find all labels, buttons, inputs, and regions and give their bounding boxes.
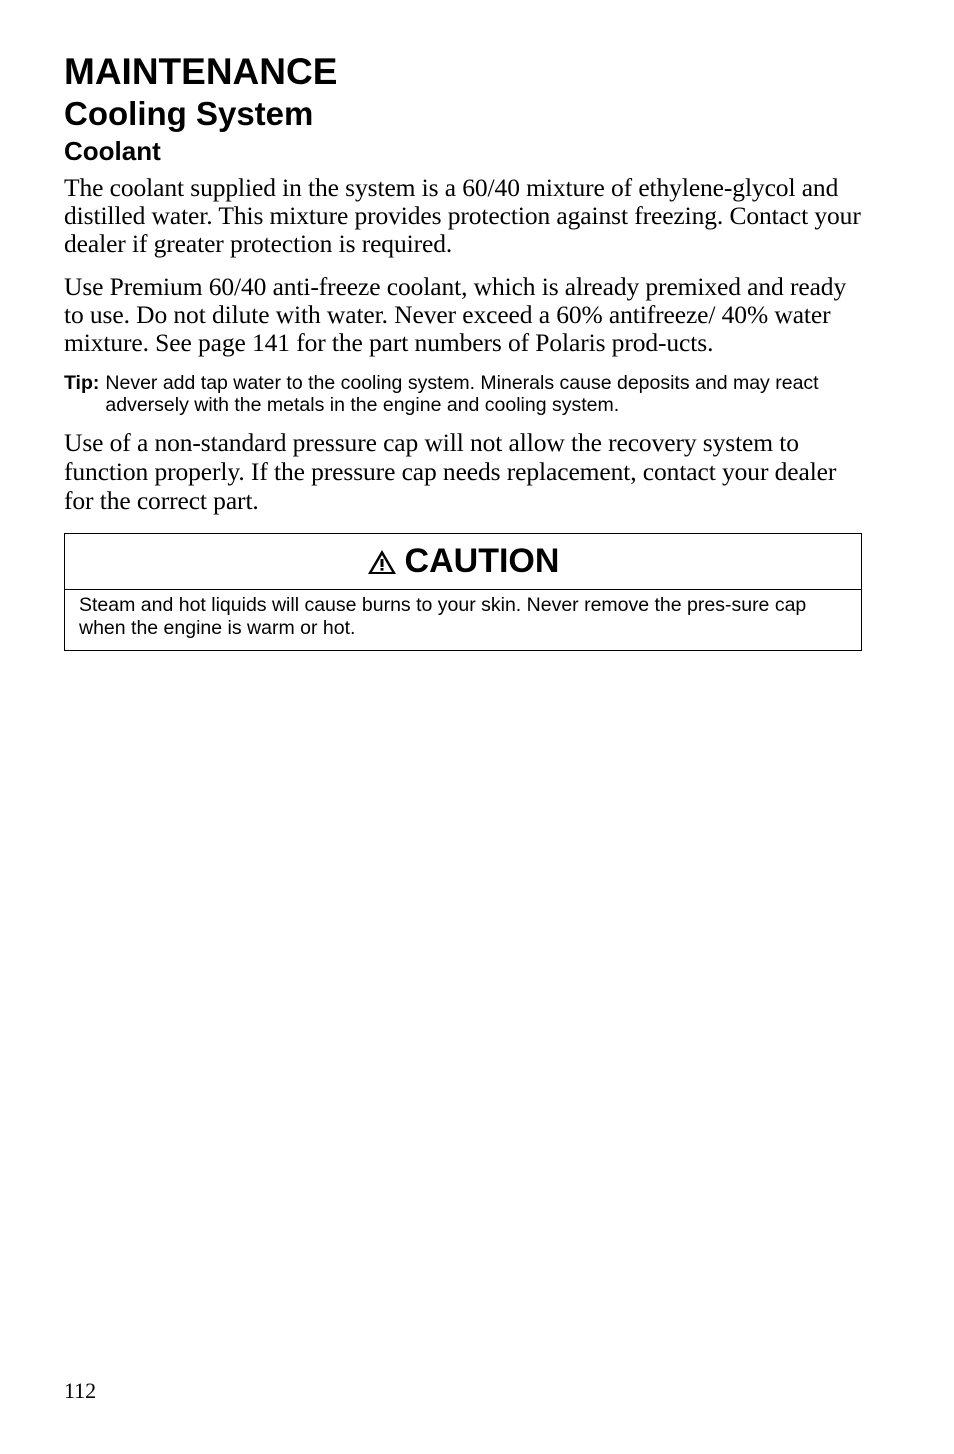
tip-label: Tip:: [64, 372, 100, 394]
paragraph-coolant-mixture: The coolant supplied in the system is a 60/40 mixture of ethylene-glycol and distilled water. This mixture provides protection against freezing. Contact your dealer if greater protection is required.: [64, 173, 861, 258]
tip-note: [64, 372, 864, 416]
warning-triangle-icon: [367, 549, 397, 575]
page-number: 112: [64, 1378, 97, 1403]
tip-text: Never add tap water to the cooling system. Minerals cause deposits and may react adversely with the metals in the engine and cooling system.: [105, 372, 819, 416]
caution-header: [65, 534, 861, 590]
paragraph-premium-coolant: Use Premium 60/40 anti-freeze coolant, which is already premixed and ready to use. Do not dilute with water. Never exceed a 60% antifreeze/ 40% water mixture. See page 141 for the part numbers of Polaris prod-ucts.: [64, 272, 847, 357]
caution-box: [64, 533, 862, 651]
section-title: Cooling System: [64, 95, 314, 132]
caution-text: Steam and hot liquids will cause burns to your skin. Never remove the pres-sure cap when the engine is warm or hot.: [79, 594, 807, 639]
caution-title: CAUTION: [404, 542, 560, 580]
subsection-title: Coolant: [64, 136, 161, 166]
chapter-title: MAINTENANCE: [64, 51, 338, 92]
paragraph-pressure-cap: Use of a non-standard pressure cap will not allow the recovery system to function properly. If the pressure cap needs replacement, contact your dealer for the correct part.: [64, 428, 837, 515]
manual-page: [64, 50, 864, 651]
